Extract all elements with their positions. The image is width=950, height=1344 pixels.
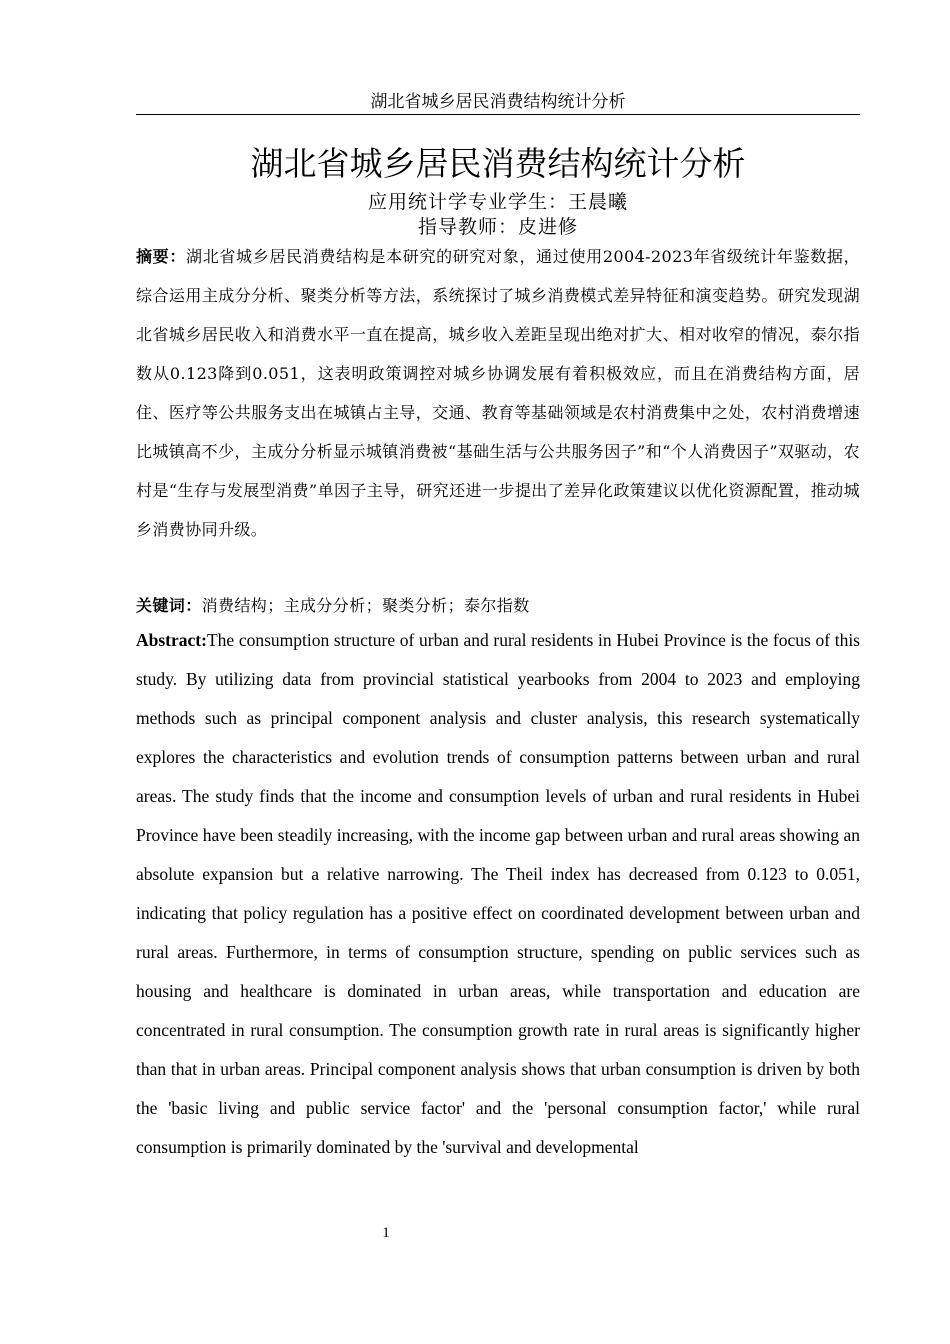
paper-title: 湖北省城乡居民消费结构统计分析 <box>250 144 746 183</box>
author-line: 应用统计学专业学生：王晨曦 <box>367 191 628 213</box>
abstract-zh-label: 摘要： <box>136 247 187 266</box>
abstract-en-label: Abstract: <box>136 630 207 650</box>
chinese-abstract <box>136 237 860 549</box>
abstract-zh-text: 湖北省城乡居民消费结构是本研究的研究对象，通过使用2004-2023年省级统计年鉴数据，综合运用主成分分析、聚类分析等方法，系统探讨了城乡消费模式差异特征和演变趋势。研究发现湖北省城乡居民收入和消费水平一直在提高，城乡收入差距呈现出绝对扩大、相对收窄的情况，泰尔指数从0.123降到0.051，这表明政策调控对城乡协调发展有着积极效应，而且在消费结构方面，居住、医疗等公共服务支出在城镇占主导，交通、教育等基础领域是农村消费集中之处，农村消费增速比城镇高不少，主成分分析显示城镇消费被“基础生活与公共服务因子”和“个人消费因子”双驱动，农村是“生存与发展型消费”单因子主导，研究还进一步提出了差异化政策建议以优化资源配置，推动城乡消费协同升级。 <box>136 247 861 539</box>
running-header: 湖北省城乡居民消费结构统计分析 <box>136 90 860 115</box>
abstract-en-text: The consumption structure of urban and rural residents in Hubei Province is the focus of this study. By utilizing data from provincial statistical yearbooks from 2004 to 2023 and employing methods such as principal component analysis and cluster analysis, this research systematically explores the characteristics and evolution trends of consumption patterns between urban and rural areas. The study finds that the income and consumption levels of urban and rural residents in Hubei Province have been steadily increasing, with the income gap between urban and rural areas showing an absolute expansion but a relative narrowing. The Theil index has decreased from 0.123 to 0.051, indicating that policy regulation has a positive effect on coordinated development between urban and rural areas. Furthermore, in terms of consumption structure, spending on public services such as housing and healthcare is dominated in urban areas, while transportation and education are concentrated in rural consumption. The consumption growth rate in rural areas is significantly higher than that in urban areas. Principal component analysis shows that urban consumption is driven by both the 'basic living and public service factor' and the 'personal consumption factor,' while rural consumption is primarily dominated by the 'survival and developmental <box>136 630 860 1157</box>
keywords <box>136 586 860 625</box>
english-abstract <box>136 621 860 1207</box>
keywords-text: 消费结构；主成分分析；聚类分析；泰尔指数 <box>201 596 530 615</box>
keywords-label: 关键词： <box>136 596 202 615</box>
advisor-line: 指导教师：皮进修 <box>417 216 578 238</box>
page-number: 1 <box>382 1225 390 1241</box>
